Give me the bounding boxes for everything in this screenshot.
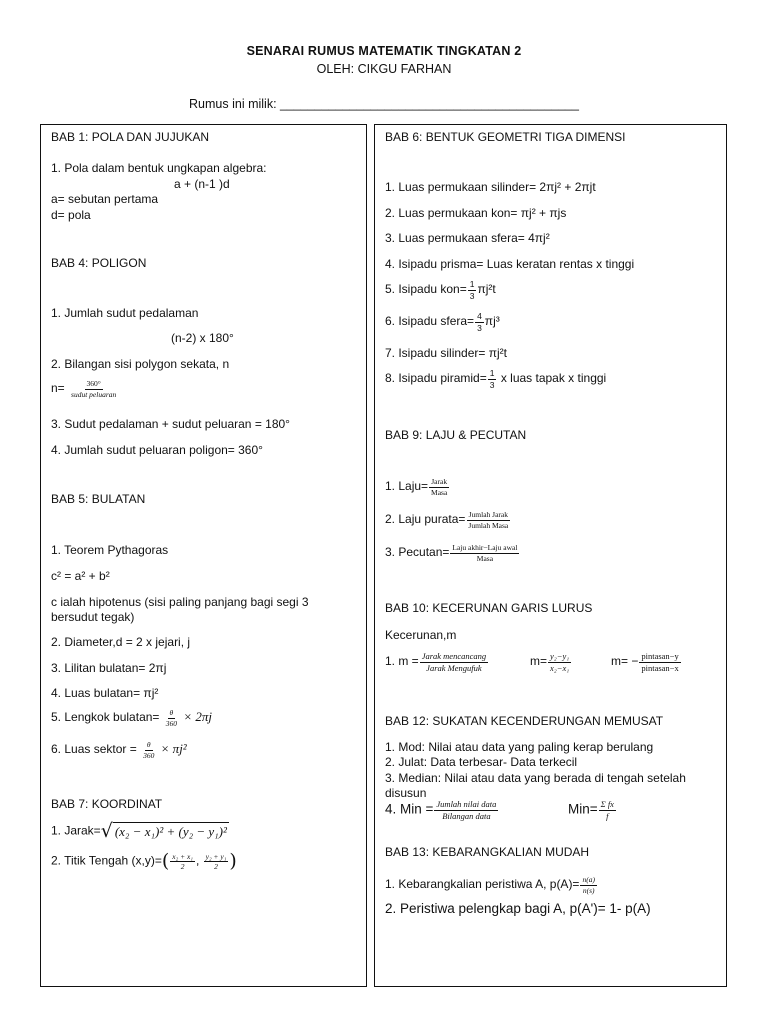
bab10-formula-3: m= − $\frac{\text{pintasan−y}}{\text{pintasan−x}}$ — [611, 651, 679, 673]
bab4-line-3: 3. Sudut pedalaman + sudut peluaran = 180° — [51, 417, 290, 431]
fraction: $\frac{\text{Laju akhir−Laju awal}}{\text{Masa}}$ — [452, 543, 518, 563]
bab6-line-3: 3. Luas permukaan sfera= 4πj² — [385, 231, 550, 245]
bab9-title: BAB 9: LAJU & PECUTAN — [385, 428, 527, 442]
fraction: $\frac{\text{Jumlah Jarak}}{\text{Jumlah Masa}}$ — [468, 510, 509, 530]
bab4-formula: (n-2) x 180° — [171, 331, 234, 345]
bab5-pythagoras: c² = a² + b² — [51, 569, 110, 583]
bab6-line-6: 6. Isipadu sfera= $\frac{4}{3}$ πj³ — [385, 311, 500, 333]
fraction: $\frac{360^\circ}{\text{sudut peluaran}}$ — [71, 379, 117, 399]
bab5-line-3: 3. Lilitan bulatan= 2πj — [51, 661, 167, 675]
bab6-line-7: 7. Isipadu silinder= πj²t — [385, 346, 508, 360]
bab1-title: BAB 1: POLA DAN JUJUKAN — [51, 130, 210, 144]
bab13-line-1: 1. Kebarangkalian peristiwa A, p(A)= $\frac{n(a)}{n(s)}$ — [385, 875, 595, 895]
bab10-formula-1: 1. m = $\frac{\text{Jarak mencancang}}{\text{Jarak Mengufuk}}$ — [385, 651, 487, 673]
bab6-line-2: 2. Luas permukaan kon= πj² + πjs — [385, 206, 567, 220]
left-column — [40, 124, 367, 987]
fraction: $\frac{\text{Jarak mencancang}}{\text{Jarak Mengufuk}}$ — [421, 651, 487, 673]
fraction: $\frac{\theta}{360}$ — [143, 740, 155, 760]
bab10-title: BAB 10: KECERUNAN GARIS LURUS — [385, 601, 593, 615]
bab7-line-2: 2. Titik Tengah (x,y)=( $\frac{\text{x₂ + x₁}}{2}$ , $\frac{\text{y₂ + y₁}}{2}$ ) — [51, 850, 237, 872]
bab7-title: BAB 7: KOORDINAT — [51, 797, 163, 811]
fraction: $\frac{\theta}{360}$ — [165, 708, 178, 728]
bab9-line-3: 3. Pecutan= $\frac{\text{Laju akhir−Laju awal}}{\text{Masa}}$ — [385, 543, 518, 563]
bab5-line-4: 4. Luas bulatan= πj² — [51, 686, 159, 700]
bab12-title: BAB 12: SUKATAN KECENDERUNGAN MEMUSAT — [385, 714, 664, 728]
owner-line: Rumus ini milik: ___________________________________________ — [189, 97, 579, 111]
bab6-line-5: 5. Isipadu kon= $\frac{1}{3}$ πj²t — [385, 279, 496, 301]
bab12-line-2: 2. Julat: Data terbesar- Data terkecil — [385, 755, 578, 769]
fraction: $\frac{\text{x₂ + x₁}}{2}$ — [172, 851, 193, 871]
fraction: $\frac{n(a)}{n(s)}$ — [582, 875, 595, 895]
bab4-title: BAB 4: POLIGON — [51, 256, 147, 270]
bab5-line-6: 6. Luas sektor = $\frac{\theta}{360}$ × πj² — [51, 740, 187, 760]
right-column — [374, 124, 727, 987]
bab5-c-def: c ialah hipotenus (sisi paling panjang bagi segi 3 bersudut tegak) — [51, 595, 309, 624]
bab6-line-8: 8. Isipadu piramid= $\frac{1}{3}$ x luas tapak x tinggi — [385, 368, 607, 390]
page-title: SENARAI RUMUS MATEMATIK TINGKATAN 2 — [246, 44, 522, 58]
bab4-n-formula: n= $\frac{360^\circ}{\text{sudut peluaran}}$ — [51, 379, 117, 399]
page-subtitle: OLEH: CIKGU FARHAN — [316, 62, 452, 76]
fraction: $\frac{4}{3}$ — [477, 311, 482, 333]
bab9-line-2: 2. Laju purata= $\frac{\text{Jumlah Jarak}}{\text{Jumlah Masa}}$ — [385, 510, 509, 530]
bab6-line-1: 1. Luas permukaan silinder= 2πj² + 2πjt — [385, 180, 596, 194]
bab10-formula-2: m= $\frac{\text{y₂−y₁}}{\text{x₂−x₁}}$ — [530, 651, 570, 673]
bab4-line-1: 1. Jumlah sudut pedalaman — [51, 306, 199, 320]
bab13-line-2: 2. Peristiwa pelengkap bagi A, p(A')= 1- p(A) — [385, 901, 651, 916]
bab7-line-1: 1. Jarak= √ (x₂ − x₁)² + (y₂ − y₁)² — [51, 820, 227, 842]
bab13-title: BAB 13: KEBARANGKALIAN MUDAH — [385, 845, 590, 859]
bab12-line-3: 3. Median: Nilai atau data yang berada di tengah setelah disusun — [385, 771, 686, 800]
bab12-line-1: 1. Mod: Nilai atau data yang paling kerap berulang — [385, 740, 654, 754]
bab1-a-def: a= sebutan pertama — [51, 192, 159, 206]
fraction: $\frac{\text{Σ fx}}{f}$ — [600, 799, 614, 821]
bab1-d-def: d= pola — [51, 208, 91, 222]
fraction: $\frac{\text{Jarak}}{\text{Masa}}$ — [431, 477, 448, 497]
bab4-line-2: 2. Bilangan sisi polygon sekata, n — [51, 357, 230, 371]
square-root: √ (x₂ − x₁)² + (y₂ − y₁)² — [100, 820, 227, 842]
bab5-line-1: 1. Teorem Pythagoras — [51, 543, 169, 557]
fraction: $\frac{\text{Jumlah nilai data}}{\text{Bilangan data}}$ — [436, 799, 497, 821]
bab5-line-5: 5. Lengkok bulatan= $\frac{\theta}{360}$ × 2πj — [51, 708, 213, 728]
bab5-title: BAB 5: BULATAN — [51, 492, 146, 506]
fraction: $\frac{\text{y₂−y₁}}{\text{x₂−x₁}}$ — [550, 651, 570, 673]
fraction: $\frac{\text{y₂ + y₁}}{2}$ — [205, 851, 227, 871]
bab4-line-4: 4. Jumlah sudut peluaran poligon= 360° — [51, 443, 263, 457]
fraction: $\frac{\text{pintasan−y}}{\text{pintasan−x}}$ — [641, 651, 679, 673]
bab5-line-2: 2. Diameter,d = 2 x jejari, j — [51, 635, 191, 649]
bab1-line-1: 1. Pola dalam bentuk ungkapan algebra: — [51, 161, 267, 175]
fraction: $\frac{1}{3}$ — [469, 279, 475, 301]
bab12-line-4: 4. Min = $\frac{\text{Jumlah nilai data}}{\text{Bilangan data}}$ — [385, 799, 497, 821]
bab6-title: BAB 6: BENTUK GEOMETRI TIGA DIMENSI — [385, 130, 626, 144]
bab9-line-1: 1. Laju= $\frac{\text{Jarak}}{\text{Masa}}$ — [385, 477, 448, 497]
fraction: $\frac{1}{3}$ — [489, 368, 495, 390]
bab1-formula: a + (n-1 )d — [174, 177, 230, 191]
bab6-line-4: 4. Isipadu prisma= Luas keratan rentas x tinggi — [385, 257, 635, 271]
bab10-label: Kecerunan,m — [385, 628, 457, 642]
bab12-min-formula-2: Min= $\frac{\text{Σ fx}}{f}$ — [568, 799, 614, 821]
